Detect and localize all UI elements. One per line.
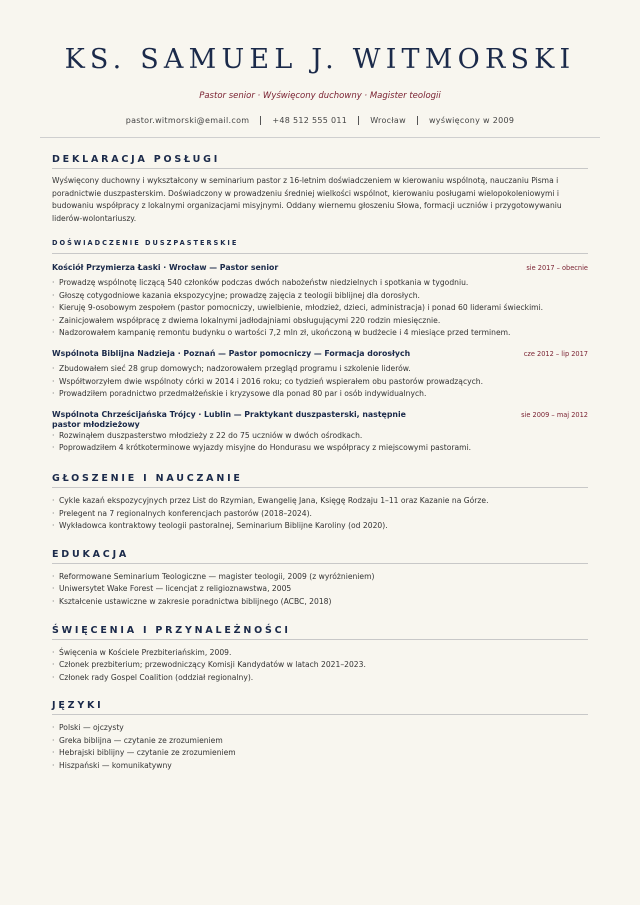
contact-bar [52, 116, 588, 125]
job-bullets [52, 430, 588, 455]
list-item: · Polski — ojczysty [52, 722, 588, 735]
job-title: Wspólnota Biblijna Nadzieja · Poznań — Pastor pomocniczy — Formacja dorosłych [52, 348, 411, 358]
contact-phone: +48 512 555 011 [272, 116, 348, 125]
list-item: · Uniwersytet Wake Forest — licencjat z religioznawstwa, 2005 [52, 583, 588, 596]
list-item: · Kieruję 9-osobowym zespołem (pastor pomocniczy, uwielbienie, młodzież, dzieci, administracja) i ponad 60 liderami świeckimi. [52, 302, 588, 315]
job-date: sie 2009 – maj 2012 [521, 410, 588, 419]
list-item: · Członek rady Gospel Coalition (oddział regionalny). [52, 672, 588, 685]
list-item: · Święcenia w Kościele Prezbiteriańskim, 2009. [52, 647, 588, 660]
list-item: · Członek prezbiterium; przewodniczący Komisji Kandydatów w latach 2021–2023. [52, 659, 588, 672]
job-entry [52, 263, 588, 340]
contact-separator [417, 116, 418, 125]
preaching-heading: GŁOSZENIE I NAUCZANIE [52, 473, 588, 488]
list-item: · Kształcenie ustawiczne w zakresie poradnictwa biblijnego (ACBC, 2018) [52, 596, 588, 609]
education-list [52, 571, 588, 609]
job-date: sie 2017 – obecnie [526, 264, 588, 272]
header-divider [40, 137, 600, 138]
list-item: · Greka biblijna — czytanie ze zrozumieniem [52, 735, 588, 748]
contact-ordination-year: wyświęcony w 2009 [428, 116, 515, 125]
languages-list [52, 722, 588, 772]
job-entry [52, 410, 588, 455]
list-item: · Reformowane Seminarium Teologiczne — magister teologii, 2009 (z wyróżnieniem) [52, 571, 588, 584]
list-item: · Hebrajski biblijny — czytanie ze zrozumieniem [52, 747, 588, 760]
job-title: Kościół Przymierza Łaski · Wrocław — Pastor senior [52, 263, 279, 272]
list-item: · Prelegent na 7 regionalnych konferencjach pastorów (2018–2024). [52, 508, 588, 521]
ordination-heading: ŚWIĘCENIA I PRZYNALEŻNOŚCI [52, 625, 588, 640]
list-item: · Zainicjowałem współpracę z dwiema lokalnymi jadłodajniami obsługującymi 220 rodzin miesięcznie. [52, 315, 588, 328]
contact-city: Wrocław [370, 116, 406, 125]
list-item: · Wykładowca kontraktowy teologii pastoralnej, Seminarium Biblijne Karoliny (od 2020). [52, 520, 588, 533]
candidate-name: KS. SAMUEL J. WITMORSKI [64, 44, 576, 75]
list-item: · Nadzorowałem kampanię remontu budynku o wartości 7,2 mln zł, ukończoną w budżecie i 4 miesiące przed terminem. [52, 327, 588, 340]
list-item: · Zbudowałem sieć 28 grup domowych; nadzorowałem przegląd programu i szkolenie liderów. [52, 363, 588, 376]
list-item: · Poprowadziłem 4 krótkoterminowe wyjazdy misyjne do Hondurasu we współpracy z miejscowymi pastorami. [52, 442, 588, 455]
contact-separator [260, 116, 261, 125]
list-item: · Rozwinąłem duszpasterstwo młodzieży z 22 do 75 uczniów w dwóch ośrodkach. [52, 430, 588, 443]
contact-email: pastor.witmorski@email.com [125, 116, 250, 125]
experience-heading: DOŚWIADCZENIE DUSZPASTERSKIE [52, 239, 588, 254]
list-item: · Prowadzę wspólnotę liczącą 540 członków podczas dwóch nabożeństw niedzielnych i spotkania w tygodniu. [52, 277, 588, 290]
job-bullets [52, 277, 588, 340]
declaration-heading: DEKLARACJA POSŁUGI [52, 154, 588, 169]
job-title: Wspólnota Chrześcijańska Trójcy · Lublin — Praktykant duszpasterski, następnie pastor młodzieżowy [52, 409, 406, 429]
ordination-list [52, 647, 588, 685]
job-date: cze 2012 – lip 2017 [523, 349, 588, 358]
list-item: · Hiszpański — komunikatywny [52, 760, 588, 773]
declaration-text: Wyświęcony duchowny i wykształcony w seminarium pastor z 16-letnim doświadczeniem w kierowaniu wspólnotą, nauczaniu Pisma i poradnictwie duszpasterskim. Doświadczony w prowadzeniu średniej wielkości wspólnot, kierowaniu posługami wielopokoleniowymi i budowaniu współpracy z lokalnymi organizacjami misyjnymi. Oddany wiernemu głoszeniu Słowa, formacji uczniów i przygotowywaniu liderów-wolontariuszy. [52, 176, 562, 223]
list-item: · Głoszę cotygodniowe kazania ekspozycyjne; prowadzę zajęcia z teologii biblijnej dla dorosłych. [52, 290, 588, 303]
tagline: Pastor senior · Wyświęcony duchowny · Magister teologii [199, 91, 441, 101]
list-item: · Prowadziłem poradnictwo przedmałżeńskie i kryzysowe dla ponad 80 par i osób indywidualnych. [52, 388, 588, 401]
education-heading: EDUKACJA [52, 549, 588, 564]
languages-heading: JĘZYKI [52, 700, 588, 715]
list-item: · Cykle kazań ekspozycyjnych przez List do Rzymian, Ewangelię Jana, Księgę Rodzaju 1–11 oraz Kazanie na Górze. [52, 495, 588, 508]
list-item: · Współtworzyłem dwie wspólnoty córki w 2014 i 2016 roku; co tydzień wspierałem obu pastorów prowadzących. [52, 376, 588, 389]
job-entry [52, 349, 588, 401]
contact-separator [358, 116, 359, 125]
job-bullets [52, 363, 588, 401]
preaching-list [52, 495, 588, 533]
